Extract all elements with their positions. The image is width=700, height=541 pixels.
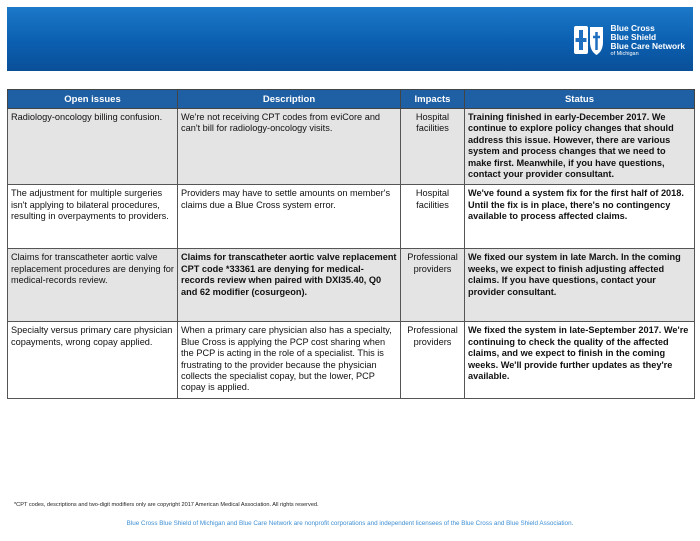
table-row <box>8 322 695 398</box>
bcbsm-logo[interactable] <box>574 23 685 59</box>
header-impacts: Impacts <box>401 90 465 109</box>
header-description: Description <box>178 90 401 109</box>
header-status: Status <box>465 90 695 109</box>
brand-line-2: Blue Shield <box>610 32 657 42</box>
brand-line-1: Blue Cross <box>610 23 655 33</box>
copyright-footnote: *CPT codes, descriptions and two-digit modifiers only are copyright 2017 American Medical Association. All rights reserved. <box>14 502 319 508</box>
status-cell: We fixed the system in late-September 2017. We're continuing to check the quality of the affected claims, and we expect to finish in the coming weeks. We'll provide further updates as they're available. <box>465 322 695 398</box>
impacts-cell: Professional providers <box>401 249 465 322</box>
table-header-row <box>8 90 695 109</box>
header-open-issues: Open issues <box>8 90 178 109</box>
status-cell: We've found a system fix for the first half of 2018. Until the fix is in place, there's no contingency available to process affected claims. <box>465 185 695 249</box>
status-cell: We fixed our system in late March. In the coming weeks, we expect to finish adjusting affected claims. If you have questions, contact your provider consultant. <box>465 249 695 322</box>
description-cell: We're not receiving CPT codes from eviCore and can't bill for radiology-oncology visits. <box>178 109 401 185</box>
table-row <box>8 249 695 322</box>
issue-cell: Claims for transcatheter aortic valve replacement procedures are denying for medical-records review. <box>8 249 178 322</box>
brand-line-3: Blue Care Network <box>610 41 685 51</box>
impacts-cell: Hospital facilities <box>401 109 465 185</box>
open-issues-table <box>7 89 695 399</box>
table-row <box>8 109 695 185</box>
brand-line-4: of Michigan <box>610 51 639 57</box>
licensee-footer: Blue Cross Blue Shield of Michigan and Blue Care Network are nonprofit corporations and independent licensees of the Blue Cross and Blue Shield Association. <box>126 520 574 527</box>
issue-cell: Specialty versus primary care physician copayments, wrong copay applied. <box>8 322 178 398</box>
issue-cell: The adjustment for multiple surgeries isn't applying to bilateral procedures, resulting in overpayments to providers. <box>8 185 178 249</box>
brand-wordmark <box>611 24 685 58</box>
header-banner <box>7 7 693 71</box>
impacts-cell: Hospital facilities <box>401 185 465 249</box>
description-cell: When a primary care physician also has a specialty, Blue Cross is applying the PCP cost sharing when the PCP is acting in the role of a specialist. This is frustrating to the provider because the physician collects the specialist copay, but the lower, PCP copay is applied. <box>178 322 401 398</box>
status-cell: Training finished in early-December 2017. We continue to explore policy changes that should address this issue. However, there are various system and process changes that we need to make first. Meanwhile, if you have questions, contact your provider consultant. <box>465 109 695 185</box>
issue-cell: Radiology-oncology billing confusion. <box>8 109 178 185</box>
description-cell: Claims for transcatheter aortic valve replacement CPT code *33361 are denying for medical-records review when paired with DXI35.40, Q0 and 62 modifier (cosurgeon). <box>178 249 401 322</box>
impacts-cell: Professional providers <box>401 322 465 398</box>
description-cell: Providers may have to settle amounts on member's claims due a Blue Cross system error. <box>178 185 401 249</box>
blue-cross-blue-shield-icon <box>574 25 604 57</box>
table-row <box>8 185 695 249</box>
